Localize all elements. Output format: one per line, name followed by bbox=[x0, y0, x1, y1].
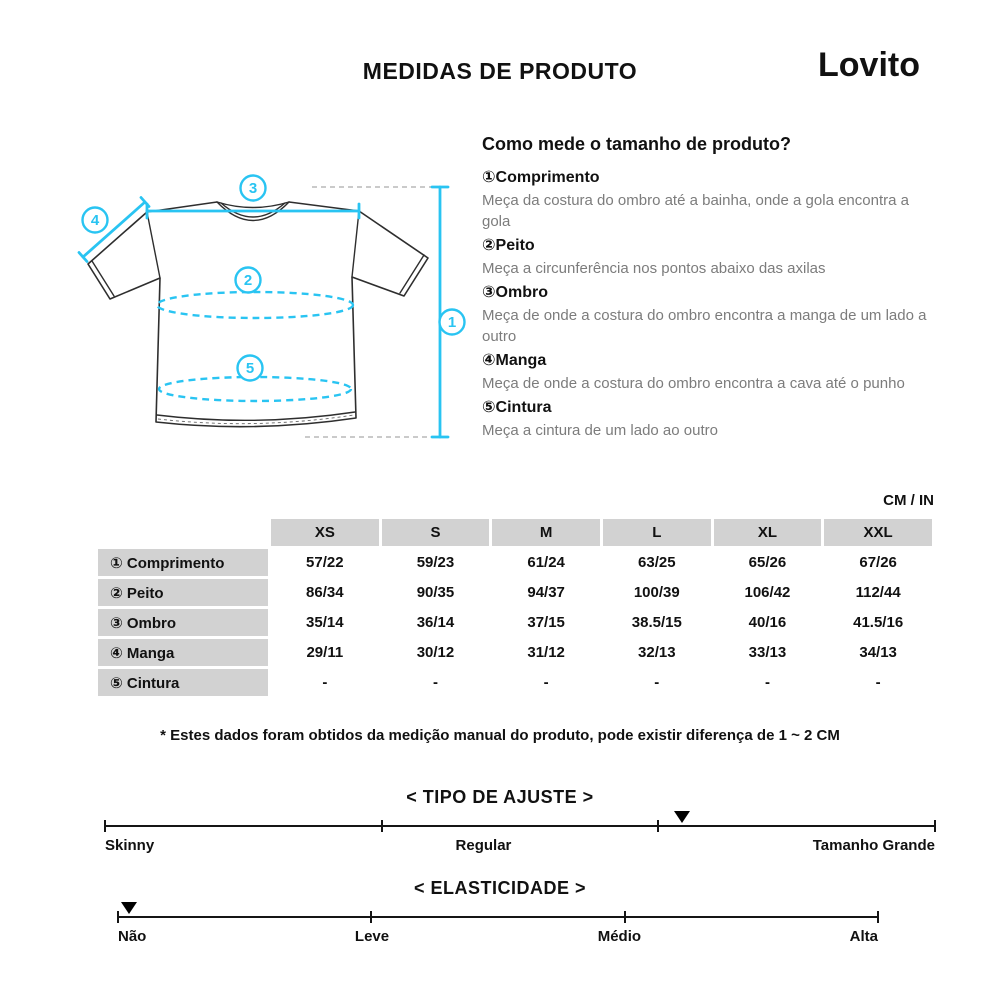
size-value-cell: - bbox=[432, 674, 438, 691]
guide-item-title: Ombro bbox=[495, 284, 548, 301]
size-value-cell: 65/26 bbox=[748, 554, 787, 571]
guide-item bbox=[482, 234, 932, 279]
elasticity-scale-track bbox=[118, 916, 878, 918]
size-column-header: XS bbox=[271, 519, 379, 546]
size-value-cell: 86/34 bbox=[306, 584, 344, 601]
size-value-cell: - bbox=[322, 674, 328, 691]
guide-item bbox=[482, 396, 932, 441]
guide-item-number: ④ bbox=[482, 352, 496, 369]
elasticity-marker-icon bbox=[121, 902, 137, 914]
size-value-cell: 90/35 bbox=[416, 584, 455, 601]
guide-item bbox=[482, 166, 932, 232]
scale-tick bbox=[624, 911, 626, 923]
scale-tick bbox=[381, 820, 383, 832]
guide-item-name bbox=[482, 349, 932, 373]
guide-item-desc: Meça a cintura de um lado ao outro bbox=[482, 422, 718, 439]
size-column-header: S bbox=[382, 519, 490, 546]
row-header: ⑤ Cintura bbox=[98, 669, 268, 696]
size-table bbox=[95, 516, 935, 699]
scale-label: Médio bbox=[597, 928, 642, 945]
page-title: MEDIDAS DE PRODUTO bbox=[362, 58, 638, 84]
scale-label: Alta bbox=[849, 928, 878, 945]
guide-item-number: ⑤ bbox=[482, 399, 496, 416]
size-value-cell: 112/44 bbox=[855, 584, 901, 601]
size-column-header: L bbox=[603, 519, 711, 546]
scale-label: Não bbox=[118, 928, 147, 945]
guide-item-title: Cintura bbox=[495, 399, 552, 416]
size-value-cell: 57/22 bbox=[306, 554, 344, 571]
size-value-cell: 30/12 bbox=[416, 644, 455, 661]
table-row bbox=[98, 639, 932, 666]
guide-item-title: Manga bbox=[495, 352, 547, 369]
scale-label: Leve bbox=[354, 928, 390, 945]
size-value-cell: 38.5/15 bbox=[631, 614, 682, 631]
measure-number-1: 1 bbox=[447, 314, 457, 331]
size-column-header: XXL bbox=[824, 519, 932, 546]
size-value-cell: 32/13 bbox=[638, 644, 676, 661]
size-value-cell: 94/37 bbox=[527, 584, 565, 601]
scale-tick bbox=[657, 820, 659, 832]
guide-item-number: ③ bbox=[482, 284, 496, 301]
guide-item-name bbox=[482, 396, 932, 420]
guide-item bbox=[482, 281, 932, 347]
fit-type-scale bbox=[0, 786, 1000, 854]
unit-label: CM / IN bbox=[883, 492, 934, 509]
elasticity-scale-title: < ELASTICIDADE > bbox=[413, 878, 587, 898]
table-row bbox=[98, 609, 932, 636]
guide-item-desc: Meça de onde a costura do ombro encontra a manga de um lado a outro bbox=[482, 307, 927, 345]
size-value-cell: 36/14 bbox=[416, 614, 455, 631]
row-header: ④ Manga bbox=[98, 639, 268, 666]
scale-tick bbox=[877, 911, 879, 923]
size-value-cell: 59/23 bbox=[416, 554, 455, 571]
guide-item-desc: Meça da costura do ombro até a bainha, onde a gola encontra a gola bbox=[482, 192, 909, 230]
measurement-disclaimer: * Estes dados foram obtidos da medição manual do produto, pode existir diferença de 1 ~ 2 CM bbox=[160, 727, 840, 744]
measure-number-2: 2 bbox=[243, 272, 253, 289]
fit-scale-labels bbox=[105, 837, 935, 854]
scale-tick bbox=[934, 820, 936, 832]
size-value-cell: 33/13 bbox=[748, 644, 787, 661]
measure-guide bbox=[482, 132, 932, 443]
size-column-header: XL bbox=[714, 519, 822, 546]
table-row bbox=[98, 579, 932, 606]
scale-tick bbox=[117, 911, 119, 923]
guide-item-desc: Meça de onde a costura do ombro encontra a cava até o punho bbox=[482, 375, 905, 392]
row-header: ③ Ombro bbox=[98, 609, 268, 636]
fit-scale-title: < TIPO DE AJUSTE > bbox=[406, 787, 594, 807]
size-value-cell: 106/42 bbox=[744, 584, 791, 601]
elasticity-scale bbox=[0, 877, 1000, 945]
brand-logo: Lovito bbox=[818, 46, 920, 84]
scale-label: Skinny bbox=[105, 837, 155, 854]
scale-tick bbox=[104, 820, 106, 832]
row-header: ① Comprimento bbox=[98, 549, 268, 576]
size-value-cell: 35/14 bbox=[306, 614, 344, 631]
scale-tick bbox=[370, 911, 372, 923]
size-value-cell: - bbox=[654, 674, 660, 691]
size-value-cell: 29/11 bbox=[306, 644, 344, 661]
elasticity-scale-labels bbox=[118, 928, 878, 945]
guide-item-number: ① bbox=[482, 169, 496, 186]
scale-label: Regular bbox=[455, 837, 512, 854]
table-corner-cell bbox=[98, 519, 268, 546]
guide-heading: Como mede o tamanho de produto? bbox=[482, 134, 791, 154]
scale-label: Tamanho Grande bbox=[812, 837, 935, 854]
size-value-cell: 34/13 bbox=[859, 644, 897, 661]
size-value-cell: 37/15 bbox=[527, 614, 565, 631]
guide-item-title: Comprimento bbox=[495, 169, 600, 186]
fit-scale-track bbox=[105, 825, 935, 827]
guide-item-desc: Meça a circunferência nos pontos abaixo das axilas bbox=[482, 260, 826, 277]
size-value-cell: 100/39 bbox=[633, 584, 680, 601]
size-value-cell: 61/24 bbox=[527, 554, 565, 571]
size-value-cell: - bbox=[875, 674, 881, 691]
size-value-cell: - bbox=[543, 674, 549, 691]
size-value-cell: 41.5/16 bbox=[853, 614, 904, 631]
table-row bbox=[98, 669, 932, 696]
tshirt-outline bbox=[88, 202, 428, 427]
guide-item-name bbox=[482, 234, 932, 258]
size-value-cell: 67/26 bbox=[859, 554, 897, 571]
tshirt-measurement-diagram bbox=[50, 160, 470, 460]
size-value-cell: 40/16 bbox=[748, 614, 787, 631]
table-header-row bbox=[98, 519, 932, 546]
size-column-header: M bbox=[492, 519, 600, 546]
measure-number-5: 5 bbox=[245, 360, 255, 377]
guide-item bbox=[482, 349, 932, 394]
measure-number-3: 3 bbox=[248, 180, 258, 197]
measure-number-4: 4 bbox=[90, 212, 100, 229]
table-row bbox=[98, 549, 932, 576]
row-header: ② Peito bbox=[98, 579, 268, 606]
size-value-cell: - bbox=[764, 674, 770, 691]
guide-item-name bbox=[482, 281, 932, 305]
fit-marker-icon bbox=[674, 811, 690, 823]
guide-item-name bbox=[482, 166, 932, 190]
guide-item-number: ② bbox=[482, 237, 496, 254]
size-value-cell: 31/12 bbox=[527, 644, 565, 661]
size-value-cell: 63/25 bbox=[638, 554, 676, 571]
guide-item-title: Peito bbox=[495, 237, 535, 254]
